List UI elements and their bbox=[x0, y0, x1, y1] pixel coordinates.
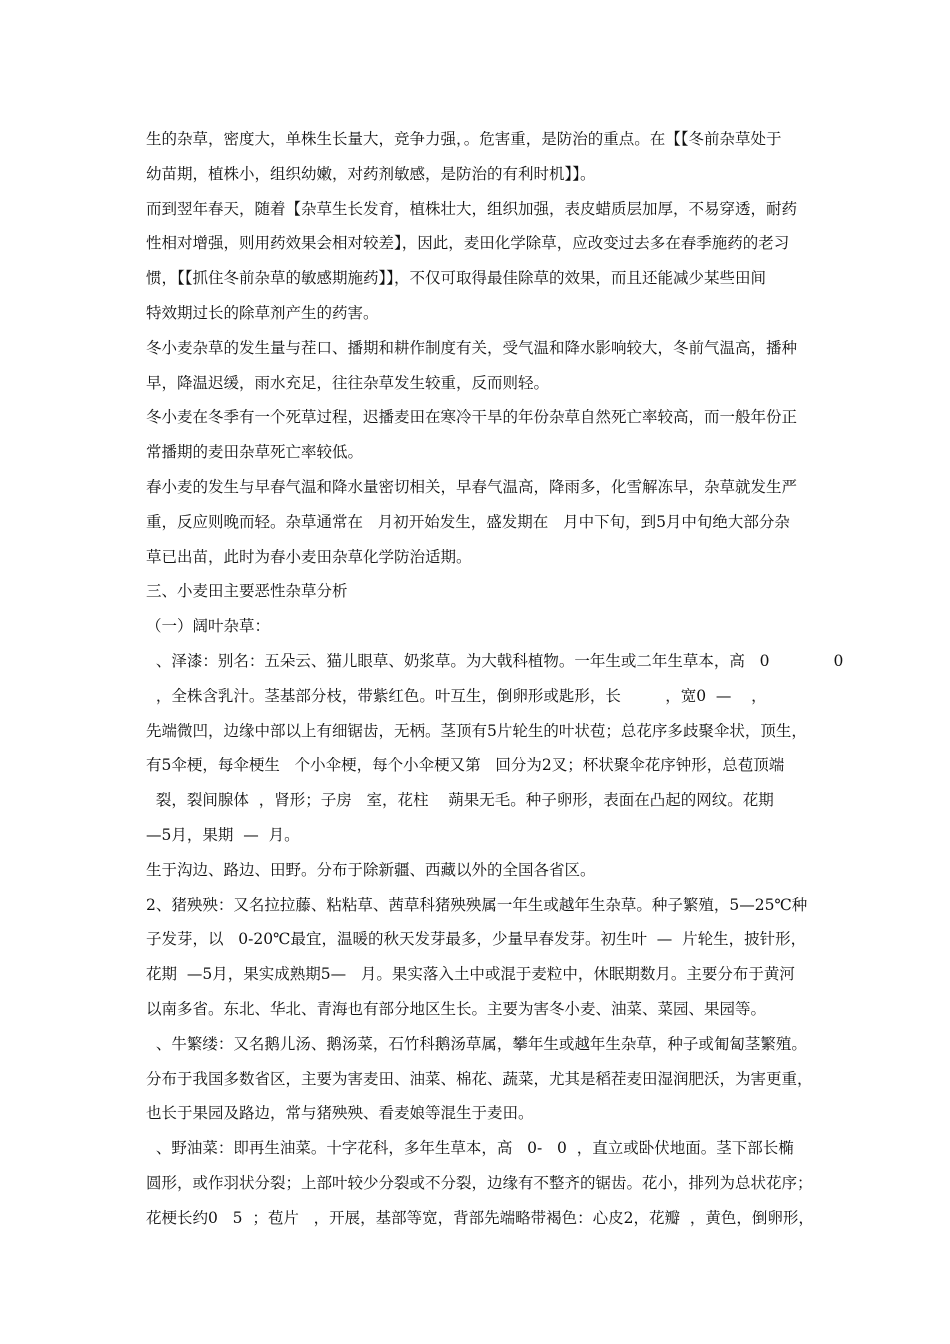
text-line: —5月，果期 — 月。 bbox=[146, 825, 300, 844]
text-line: 先端微凹，边缘中部以上有细锯齿，无柄。茎顶有5片轮生的叶状苞；总花序多歧聚伞状，顶生， bbox=[146, 721, 807, 740]
text-line: 有5伞梗，每伞梗生 个小伞梗，每个小伞梗又第 回分为2叉；杯状聚伞花序钟形，总苞顶端 bbox=[146, 756, 785, 775]
text-line: 草已出苗，此时为春小麦田杂草化学防治适期。 bbox=[146, 547, 472, 566]
text-line: 冬小麦在冬季有一个死草过程，迟播麦田在寒冷干旱的年份杂草自然死亡率较高，而一般年份正 bbox=[146, 408, 798, 427]
text-line: 也长于果园及路边，常与猪殃殃、看麦娘等混生于麦田。 bbox=[146, 1104, 534, 1123]
text-line: 惯，【【抓住冬前杂草的敏感期施药】】，不仅可取得最佳除草的效果，而且还能减少某些田间 bbox=[146, 269, 767, 288]
text-line: 冬小麦杂草的发生量与茬口、播期和耕作制度有关，受气温和降水影响较大，冬前气温高，播种 bbox=[146, 338, 798, 357]
text-line: 、牛繁缕：又名鹅儿汤、鹅汤菜，石竹科鹅汤草属，攀年生或越年生杂草，种子或匍匐茎繁殖。 bbox=[146, 1034, 807, 1053]
text-line: 2、猪殃殃：又名拉拉藤、粘粘草、茜草科猪殃殃属一年生或越年生杂草。种子繁殖，5—25℃种 bbox=[146, 895, 808, 914]
text-line: 裂，裂间腺体 ，肾形；子房 室，花柱 蒴果无毛。种子卵形，表面在凸起的网纹。花期 bbox=[146, 791, 774, 810]
text-line: 、野油菜：即再生油菜。十字花科，多年生草本，高 0- 0 ，直立或卧伏地面。茎下部长椭 bbox=[146, 1139, 794, 1158]
text-line: 三、小麦田主要恶性杂草分析 bbox=[146, 582, 348, 601]
text-line: 而到翌年春天，随着【杂草生长发育，植株壮大，组织加强，表皮蜡质层加厚，不易穿透，耐药 bbox=[146, 199, 798, 218]
text-line: 、泽漆：别名：五朵云、猫儿眼草、奶浆草。为大戟科植物。一年生或二年生草本，高 0 0 bbox=[146, 651, 844, 670]
text-line: ，全株含乳汁。茎基部分枝，带紫红色。叶互生，倒卵形或匙形，长 ，宽0 — ， bbox=[146, 686, 767, 705]
document-body bbox=[146, 122, 846, 1236]
text-line: 以南多省。东北、华北、青海也有部分地区生长。主要为害冬小麦、油菜、菜园、果园等。 bbox=[146, 999, 767, 1018]
text-line: （一）阔叶杂草： bbox=[146, 617, 271, 636]
text-line: 特效期过长的除草剂产生的药害。 bbox=[146, 303, 379, 322]
text-line: 幼苗期，植株小，组织幼嫩，对药剂敏感，是防治的有利时机】】。 bbox=[146, 164, 596, 183]
text-line: 花期 —5月，果实成熟期5— 月。果实落入土中或混于麦粒中，休眠期数月。主要分布于黄河 bbox=[146, 965, 795, 984]
text-line: 生的杂草，密度大，单株生长量大，竞争力强，。危害重，是防治的重点。在【【冬前杂草处于 bbox=[146, 130, 782, 148]
text-line: 性相对增强，则用药效果会相对较差】，因此，麦田化学除草，应改变过去多在春季施药的老习 bbox=[146, 234, 790, 253]
text-line: 春小麦的发生与早春气温和降水量密切相关，早春气温高，降雨多，化雪解冻早，杂草就发生严 bbox=[146, 477, 798, 496]
text-line: 花梗长约0 5 ；苞片 ，开展，基部等宽，背部先端略带褐色：心皮2，花瓣 ，黄色，倒卵形， bbox=[146, 1208, 814, 1227]
text-line: 早，降温迟缓，雨水充足，往往杂草发生较重，反而则轻。 bbox=[146, 373, 550, 392]
text-line: 分布于我国多数省区，主要为害麦田、油菜、棉花、蔬菜，尤其是稻茬麦田湿润肥沃，为害更重， bbox=[146, 1069, 813, 1088]
text-line: 重，反应则晚而轻。杂草通常在 月初开始发生，盛发期在 月中下旬，到5月中旬绝大部分杂 bbox=[146, 512, 790, 531]
text-line: 生于沟边、路边、田野。分布于除新疆、西藏以外的全国各省区。 bbox=[146, 860, 596, 879]
text-line: 常播期的麦田杂草死亡率较低。 bbox=[146, 443, 364, 462]
text-line: 子发芽，以 0-20℃最宜，温暖的秋天发芽最多，少量早春发芽。初生叶 — 片轮生，披针形， bbox=[146, 930, 807, 949]
text-line: 圆形，或作羽状分裂；上部叶较少分裂或不分裂，边缘有不整齐的锯齿。花小，排列为总状花序； bbox=[146, 1173, 813, 1192]
